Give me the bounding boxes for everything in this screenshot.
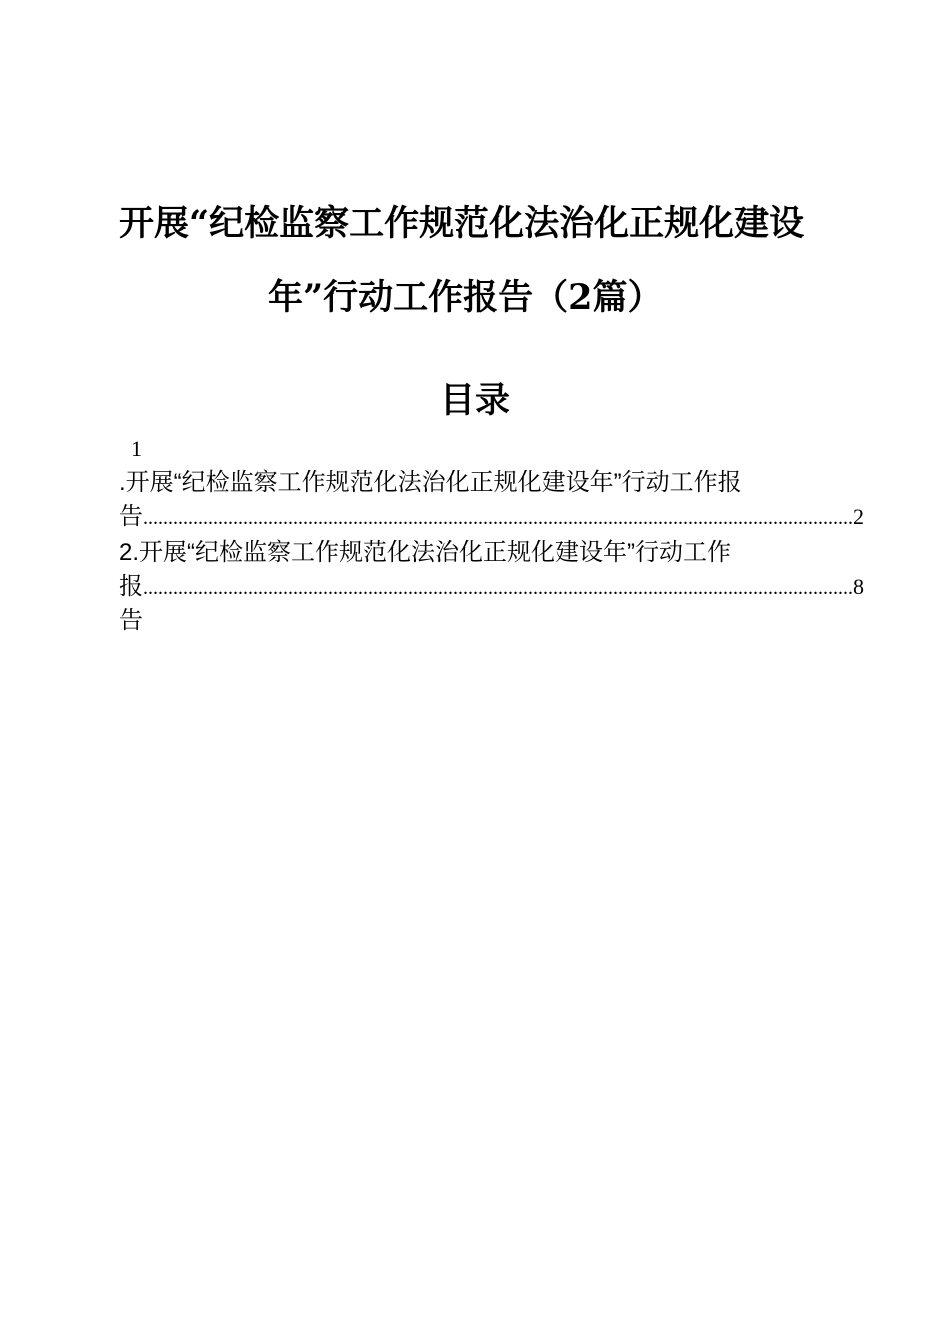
document-title-line-1: 开展“纪检监察工作规范化法治化正规化建设: [119, 203, 805, 244]
toc-entry-1-page-number: 2: [853, 504, 864, 529]
document-title-line-2: 年”行动工作报告（2篇）: [268, 277, 663, 318]
toc-entry-2-title[interactable]: 2.开展“纪检监察工作规范化法治化正规化建设年”行动工作: [119, 539, 731, 566]
toc-entry-1-title[interactable]: .开展“纪检监察工作规范化法治化正规化建设年”行动工作报: [119, 469, 742, 496]
toc-entry-2-title-continued: 报告: [119, 573, 143, 634]
toc-heading: 目录: [439, 380, 510, 421]
toc-entry-2-page-number: 8: [853, 574, 864, 599]
toc-entry-1-title-continued: 告: [119, 503, 143, 530]
toc-entry-2-leader-dots: ..............................................................................................................................................: [143, 577, 853, 599]
toc-entry-2-leader-row[interactable]: [119, 570, 864, 634]
toc-entry-1-leader-row[interactable]: [119, 500, 864, 534]
toc-entry-1-leader-dots: ..............................................................................................................................................: [143, 507, 853, 529]
toc-entry-1-number[interactable]: 1: [131, 436, 142, 461]
